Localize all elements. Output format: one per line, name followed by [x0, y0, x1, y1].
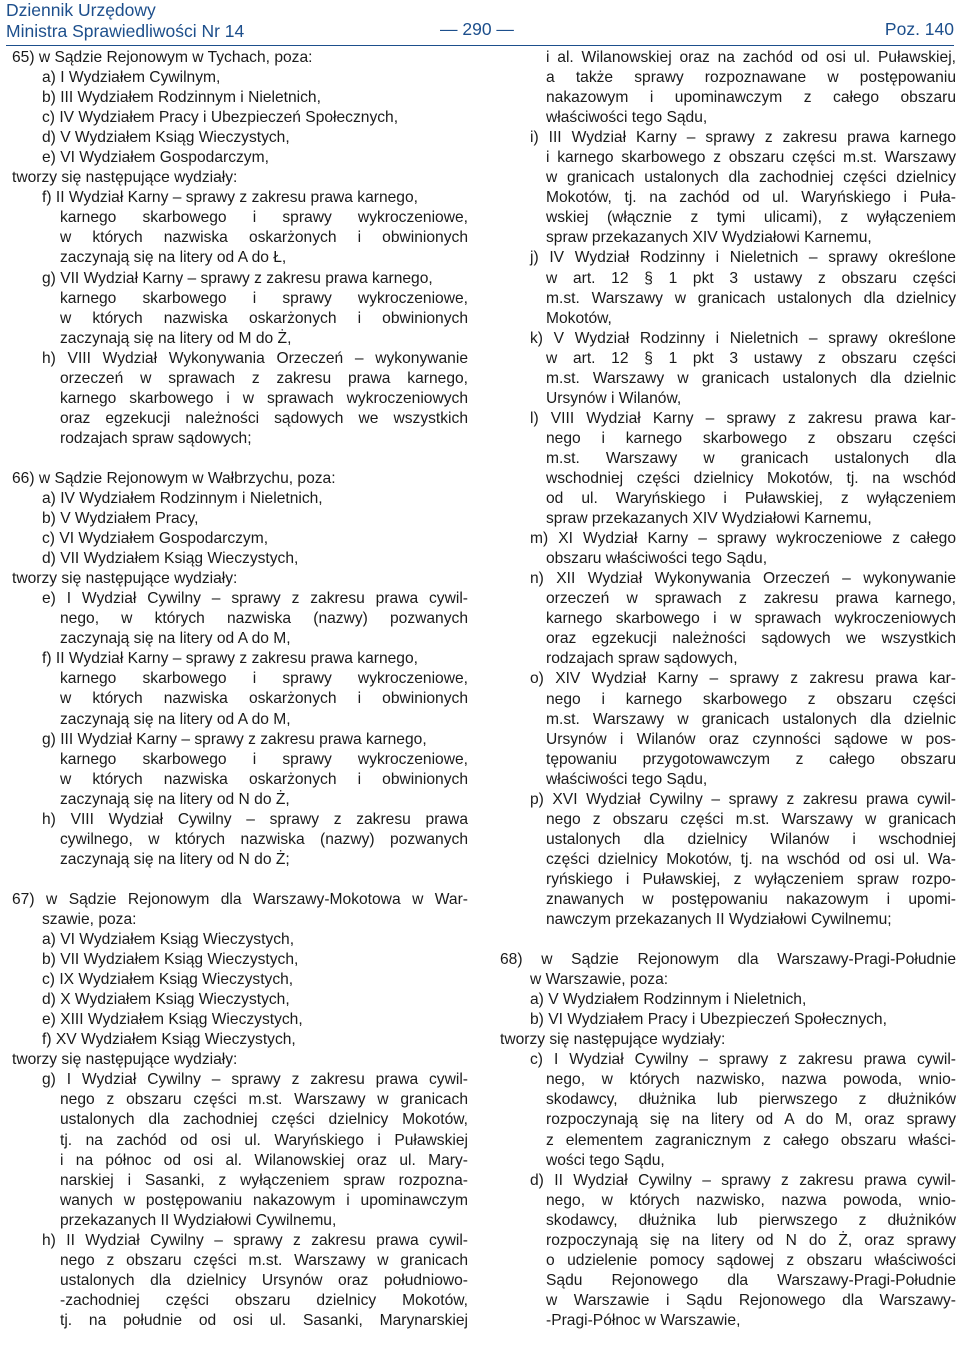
text-line: zaczynają się na litery od N do Ż,	[60, 790, 290, 808]
text-line: rodzajach spraw sądowych,	[546, 650, 738, 668]
text-line: oraz egzekucji należności sądowych we wszystkich	[546, 630, 956, 648]
text-line: skodawcy, dłużnika lub pierwszego z dłużników	[546, 1091, 956, 1109]
text-line: zaczynają się na litery od N do Ż;	[60, 850, 290, 868]
text-line: części dzielnicy Mokotów, tj. na wschód od osi ul. Wa-	[546, 850, 956, 868]
text-line: d) II Wydział Cywilny – sprawy z zakresu prawa cywil-	[530, 1171, 956, 1189]
text-line: tępowaniu przygotowawczym z całego obszaru	[546, 750, 956, 768]
text-line: spraw przekazanych XIV Wydziałowi Karnemu,	[546, 510, 872, 528]
text-line: w których nazwiska oskarżonych i obwinionych	[60, 770, 468, 788]
text-line: tworzy się następujące wydziały:	[500, 1031, 726, 1049]
text-line: narskiej i Sasanki, z wyłączeniem spraw rozpozna-	[60, 1171, 468, 1189]
text-line: zaczynają się na litery od A do M,	[60, 630, 291, 648]
text-line: -zachodniej części obszaru dzielnicy Mokotów,	[60, 1291, 468, 1309]
text-line: rozpoczynają się na litery od A do M, oraz sprawy	[546, 1111, 956, 1129]
text-line: g) VII Wydział Karny – sprawy z zakresu prawa karnego,	[42, 269, 433, 287]
text-line: f) II Wydział Karny – sprawy z zakresu prawa karnego,	[42, 650, 418, 668]
text-line: h) VIII Wydział Wykonywania Orzeczeń – wykonywanie	[42, 349, 468, 367]
text-line: w granicach ustalonych dla zachodniej części dzielnicy	[546, 169, 956, 187]
text-line: l) VIII Wydział Karny – sprawy z zakresu prawa kar-	[530, 409, 956, 427]
text-line: w art. 12 § 1 pkt 3 ustawy z obszaru części	[546, 349, 956, 367]
text-line: nego i karnego skarbowego z obszaru części	[546, 690, 956, 708]
text-line: e) VI Wydziałem Gospodarczym,	[42, 149, 269, 167]
text-line: Sądu Rejonowego dla Warszawy-Pragi-Południe	[546, 1271, 956, 1289]
text-line: zaczynają się na litery od A do M,	[60, 710, 291, 728]
page-number: — 290 —	[440, 19, 514, 39]
position-number: Poz. 140	[884, 19, 954, 39]
text-line: m.st. Warszawy w granicach ustalonych dla dzielnicy	[546, 289, 956, 307]
text-line: rodzajach spraw sądowych;	[60, 429, 252, 447]
text-line: skodawcy, dłużnika lub pierwszego z dłużników	[546, 1211, 956, 1229]
text-line: a) V Wydziałem Rodzinnym i Nieletnich,	[530, 991, 807, 1009]
text-line: f) II Wydział Karny – sprawy z zakresu prawa karnego,	[42, 189, 418, 207]
text-line: wskiej (włącznie z tymi ulicami), z wyłączeniem	[546, 209, 956, 227]
text-line: spraw przekazanych XIV Wydziałowi Karnemu,	[546, 229, 872, 247]
text-line: wości tego Sądu,	[546, 1151, 665, 1169]
text-line: c) IV Wydziałem Pracy i Ubezpieczeń Społecznych,	[42, 109, 399, 127]
text-line: o) XIV Wydział Karny – sprawy z zakresu prawa kar-	[530, 670, 956, 688]
text-line: ustalonych dla dzielnicy Wilanów i wschodniej	[546, 830, 956, 848]
text-line: cywilnego, w których nazwiska (nazwy) pozwanych	[60, 830, 468, 848]
text-line: m.st. Warszawy w granicach ustalonych dla dzielnic	[546, 369, 956, 387]
text-line: orzeczeń w sprawach z zakresu prawa karnego,	[60, 369, 468, 387]
text-line: nego, w których nazwisko, nazwa powoda, wnio-	[546, 1071, 956, 1089]
text-line: Ursynów i Wilanów,	[546, 389, 682, 407]
text-line: b) V Wydziałem Pracy,	[42, 510, 199, 528]
text-line: nego i karnego skarbowego z obszaru części	[546, 429, 956, 447]
header-title-block	[6, 0, 244, 42]
text-line: i al. Wilanowskiej oraz na zachód od osi ul. Puławskiej,	[546, 49, 956, 66]
text-line: Mokotów,	[546, 309, 612, 327]
text-line: m.st. Warszawy w granicach ustalonych dla	[546, 449, 956, 467]
text-line: h) VIII Wydział Cywilny – sprawy z zakresu prawa	[42, 810, 468, 828]
text-line: zaczynają się na litery od M do Ż,	[60, 329, 292, 347]
text-line: ustalonych dla zachodniej części dzielnicy Mokotów,	[60, 1111, 468, 1129]
text-line: z elementem zagranicznym z całego obszaru właści-	[546, 1131, 956, 1149]
text-line: d) X Wydziałem Ksiąg Wieczystych,	[42, 991, 290, 1009]
text-line: w Warszawie, poza:	[530, 971, 669, 989]
text-line: ryńskiego i Puławskiej, z wyłączeniem spraw rozpo-	[546, 870, 956, 888]
left-column	[12, 48, 468, 1331]
text-line: a) I Wydziałem Cywilnym,	[42, 69, 221, 87]
text-line: karnego skarbowego i w sprawach wykroczeniowych	[546, 610, 956, 628]
text-line: nego, w których nazwiska (nazwy) pozwanych	[60, 610, 468, 628]
text-line: g) I Wydział Cywilny – sprawy z zakresu prawa cywil-	[42, 1071, 468, 1089]
text-line: c) I Wydział Cywilny – sprawy z zakresu prawa cywil-	[530, 1051, 956, 1069]
paragraph-gap	[12, 449, 468, 469]
text-line: przekazanych II Wydziałowi Cywilnemu,	[60, 1211, 337, 1229]
text-line: właściwości tego Sądu,	[546, 770, 708, 788]
text-line: nawczym przekazanych II Wydziałowi Cywilnemu;	[546, 911, 892, 929]
text-line: karnego skarbowego i w sprawach wykroczeniowych	[60, 389, 468, 407]
text-line: w których nazwiska oskarżonych i obwinionych	[60, 690, 468, 708]
header-rule	[6, 45, 954, 46]
text-line: ustalonych dla dzielnicy Ursynów oraz południowo-	[60, 1271, 468, 1289]
text-line: b) VII Wydziałem Ksiąg Wieczystych,	[42, 951, 299, 969]
text-line: d) VII Wydziałem Ksiąg Wieczystych,	[42, 550, 299, 568]
text-line: e) XIII Wydziałem Ksiąg Wieczystych,	[42, 1011, 303, 1029]
text-line: i na północ od osi al. Wilanowskiej oraz ul. Mary-	[60, 1151, 468, 1169]
text-line: a) IV Wydziałem Rodzinnym i Nieletnich,	[42, 490, 323, 508]
text-line: obszaru właściwości tego Sądu,	[546, 550, 768, 568]
text-line: n) XII Wydział Wykonywania Orzeczeń – wykonywanie	[530, 570, 956, 588]
text-line: -Pragi-Północ w Warszawie,	[546, 1311, 741, 1329]
text-line: karnego skarbowego i sprawy wykroczeniowe,	[60, 209, 468, 227]
text-line: a także sprawy rozpoznawane w postępowaniu	[546, 69, 956, 87]
text-line: tj. na zachód od osi ul. Waryńskiego i Puławskiej	[60, 1131, 468, 1149]
text-line: właściwości tego Sądu,	[546, 109, 708, 127]
text-line: i) III Wydział Karny – sprawy z zakresu prawa karnego	[530, 129, 956, 147]
text-line: j) IV Wydział Rodzinny i Nieletnich – sprawy określone	[530, 249, 956, 267]
text-line: i karnego skarbowego z obszaru części m.st. Warszawy	[546, 149, 956, 167]
text-line: 67) w Sądzie Rejonowym dla Warszawy-Mokotowa w War-	[12, 890, 468, 908]
text-line: tj. na południe od osi ul. Sasanki, Marynarskiej	[60, 1311, 468, 1329]
text-line: tworzy się następujące wydziały:	[12, 169, 238, 187]
text-line: d) V Wydziałem Ksiąg Wieczystych,	[42, 129, 290, 147]
text-line: rozpoczynają się na litery od N do Ż, oraz sprawy	[546, 1231, 956, 1249]
page-header	[0, 0, 960, 46]
text-line: od ul. Waryńskiego i Puławskiej, z wyłączeniem	[546, 490, 956, 508]
text-line: wanych w postępowaniu nakazowym i upominawczym	[60, 1191, 468, 1209]
text-line: b) III Wydziałem Rodzinnym i Nieletnich,	[42, 89, 321, 107]
text-line: szawie, poza:	[42, 910, 137, 928]
right-column	[500, 48, 956, 1331]
paragraph-gap	[500, 930, 956, 950]
text-line: p) XVI Wydział Cywilny – sprawy z zakresu prawa cywil-	[530, 790, 956, 808]
text-line: nego, w których nazwisko, nazwa powoda, wnio-	[546, 1191, 956, 1209]
text-line: tworzy się następujące wydziały:	[12, 1051, 238, 1069]
text-line: nakazowym i upominawczym z całego obszaru	[546, 89, 956, 107]
text-line: wschodniej części dzielnicy Mokotów, tj. na wschód	[546, 469, 956, 487]
text-line: Mokotów, tj. na zachód od ul. Waryńskiego i Puła-	[546, 189, 956, 207]
text-line: c) VI Wydziałem Gospodarczym,	[42, 530, 269, 548]
text-line: m.st. Warszawy w granicach ustalonych dla dzielnic	[546, 710, 956, 728]
text-line: k) V Wydział Rodzinny i Nieletnich – sprawy określone	[530, 329, 956, 347]
ministry-issue: Ministra Sprawiedliwości Nr 14	[6, 21, 245, 41]
text-line: w których nazwiska oskarżonych i obwinionych	[60, 229, 468, 247]
text-line: karnego skarbowego i sprawy wykroczeniowe,	[60, 750, 468, 768]
text-line: tworzy się następujące wydziały:	[12, 570, 238, 588]
text-line: nego z obszaru części m.st. Warszawy w granicach	[546, 810, 956, 828]
text-line: 65) w Sądzie Rejonowym w Tychach, poza:	[12, 49, 313, 66]
text-line: a) VI Wydziałem Ksiąg Wieczystych,	[42, 931, 295, 949]
paragraph-gap	[12, 870, 468, 890]
text-line: f) XV Wydziałem Ksiąg Wieczystych,	[42, 1031, 296, 1049]
text-line: nego z obszaru części m.st. Warszawy w granicach	[60, 1091, 468, 1109]
text-line: c) IX Wydziałem Ksiąg Wieczystych,	[42, 971, 294, 989]
text-line: e) I Wydział Cywilny – sprawy z zakresu prawa cywil-	[42, 590, 468, 608]
text-line: oraz egzekucji należności sądowych we wszystkich	[60, 409, 468, 427]
text-line: w art. 12 § 1 pkt 3 ustawy z obszaru części	[546, 269, 956, 287]
text-line: nego z obszaru części m.st. Warszawy w granicach	[60, 1251, 468, 1269]
text-line: g) III Wydział Karny – sprawy z zakresu prawa karnego,	[42, 730, 427, 748]
text-line: Ursynów i Wilanów oraz czynności sądowe w pos-	[546, 730, 956, 748]
text-line: w których nazwiska oskarżonych i obwinionych	[60, 309, 468, 327]
text-line: m) XI Wydział Karny – sprawy wykroczeniowe z całego	[530, 530, 956, 548]
text-line: znawanych w postępowaniu nakazowym i upomi-	[546, 890, 956, 908]
text-line: karnego skarbowego i sprawy wykroczeniowe,	[60, 289, 468, 307]
text-line: w Warszawie i Sądu Rejonowego dla Warszawy-	[546, 1291, 956, 1309]
text-line: zaczynają się na litery od A do Ł,	[60, 249, 287, 267]
text-line: orzeczeń w sprawach z zakresu prawa karnego,	[546, 590, 956, 608]
text-line: o udzielenie pomocy sądowej z obszaru właściwości	[546, 1251, 956, 1269]
text-line: 66) w Sądzie Rejonowym w Wałbrzychu, poza:	[12, 469, 336, 487]
text-line: 68) w Sądzie Rejonowym dla Warszawy-Pragi-Południe	[500, 951, 956, 969]
text-line: h) II Wydział Cywilny – sprawy z zakresu prawa cywil-	[42, 1231, 468, 1249]
text-line: karnego skarbowego i sprawy wykroczeniowe,	[60, 670, 468, 688]
text-line: b) VI Wydziałem Pracy i Ubezpieczeń Społecznych,	[530, 1011, 887, 1029]
journal-title: Dziennik Urzędowy	[6, 0, 156, 20]
